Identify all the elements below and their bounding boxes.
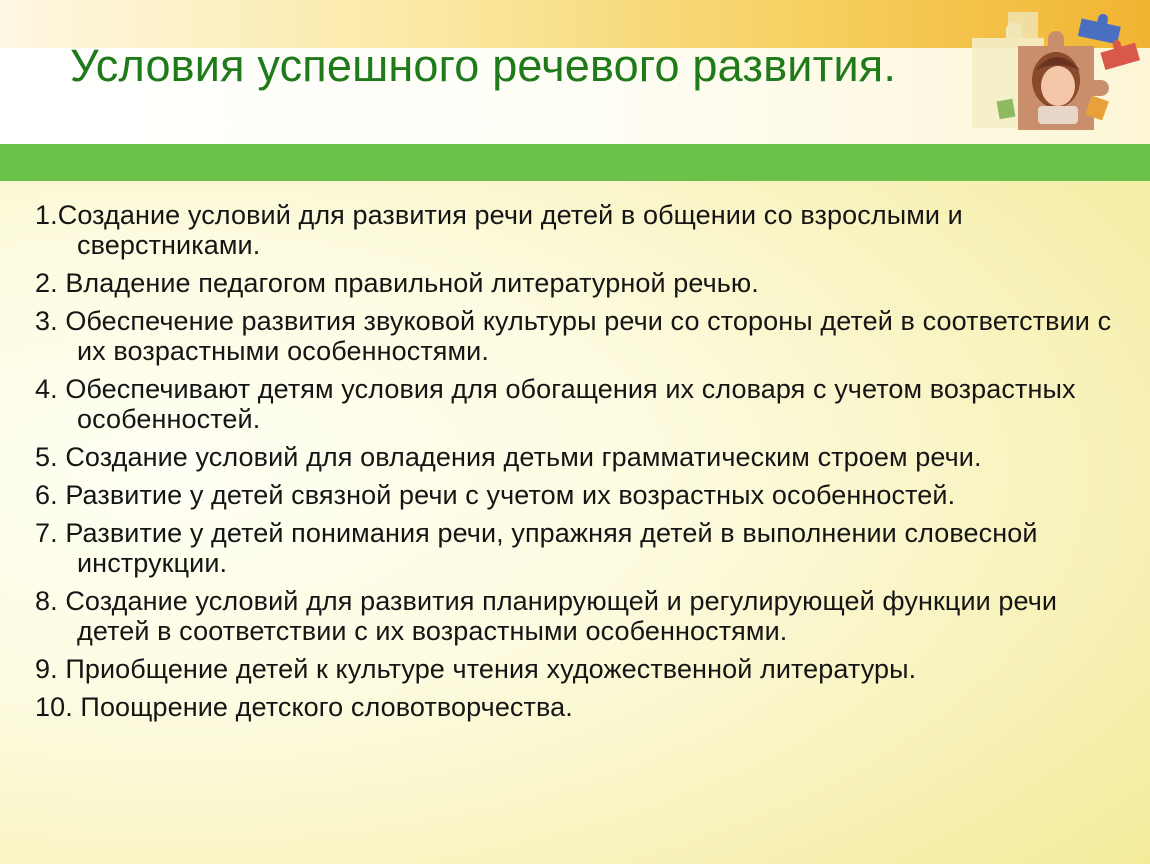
- list-item: 10. Поощрение детского словотворчества.: [35, 692, 573, 722]
- list-item: 7. Развитие у детей понимания речи, упражняя детей в выполнении словесной инструкции.: [35, 518, 1038, 578]
- list-item: 8. Создание условий для развития планирующей и регулирующей функции речи детей в соответствии с их возрастными особенностями.: [35, 586, 1058, 646]
- list-item: 1.Создание условий для развития речи детей в общении со взрослыми и сверстниками.: [35, 200, 963, 260]
- list-item: 6. Развитие у детей связной речи с учетом их возрастных особенностей.: [35, 480, 956, 510]
- puzzle-child-icon: [968, 8, 1144, 140]
- list-item: 5. Создание условий для овладения детьми грамматическим строем речи.: [35, 442, 982, 472]
- conditions-list: [35, 200, 1125, 730]
- list-item: 9. Приобщение детей к культуре чтения художественной литературы.: [35, 654, 917, 684]
- list-item: 3. Обеспечение развития звуковой культуры речи со стороны детей в соответствии с их возрастными особенностями.: [35, 306, 1112, 366]
- green-divider-stripe: [0, 144, 1150, 181]
- list-item: 2. Владение педагогом правильной литературной речью.: [35, 268, 759, 298]
- list-item: 4. Обеспечивают детям условия для обогащения их словаря с учетом возрастных особенностей.: [35, 374, 1076, 434]
- slide-title: Условия успешного речевого развития.: [70, 40, 897, 91]
